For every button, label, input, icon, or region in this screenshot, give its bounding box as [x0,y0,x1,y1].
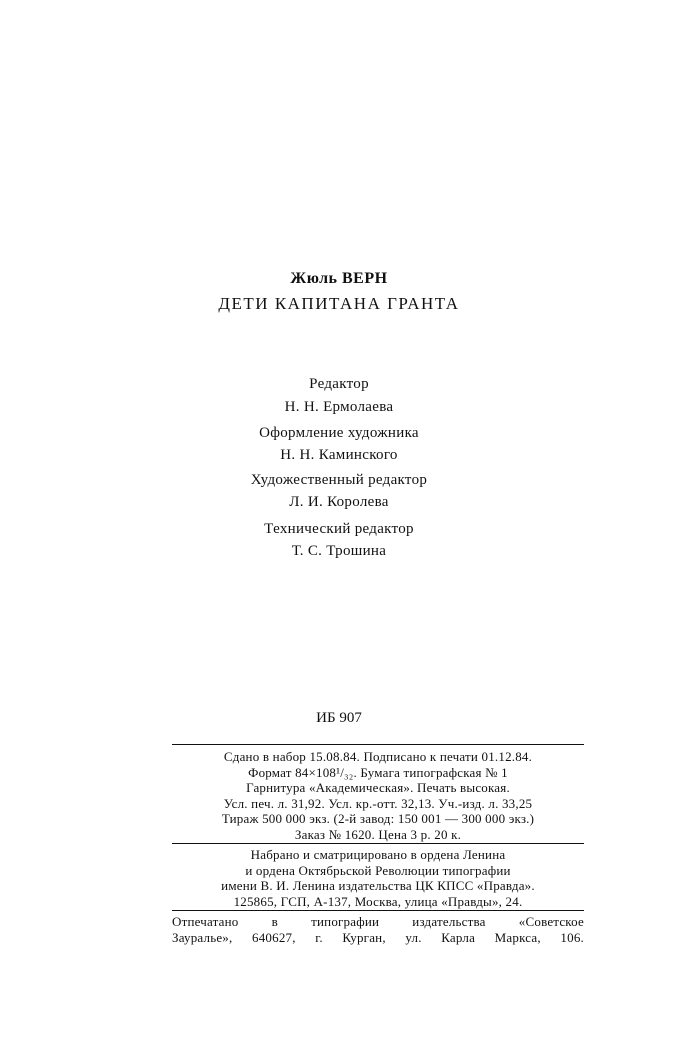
print-info-block [172,749,584,842]
credit-name-art-editor: Л. И. Королева [289,494,389,510]
print-info-line: Усл. печ. л. 31,92. Усл. кр.-отт. 32,13. Уч.-изд. л. 33,25 [223,795,533,811]
book-title: ДЕТИ КАПИТАНА ГРАНТА [218,294,460,313]
typesetting-info-line: имени В. И. Ленина издательства ЦК КПСС «Правда». [221,878,535,893]
print-info-line: Сдано в набор 15.08.84. Подписано к печати 01.12.84. [223,749,533,764]
typesetting-info-line: и ордена Октябрьской Революции типографии [245,862,511,878]
credit-role-design: Оформление художника [259,425,419,441]
author-name: Жюль ВЕРН [290,270,388,287]
typesetting-info-line: Набрано и сматрицировано в ордена Ленина [250,847,506,862]
ib-number: ИБ 907 [316,710,362,726]
divider-middle [172,843,584,844]
credit-name-tech-editor: Т. С. Трошина [291,543,387,559]
divider-top [172,744,584,745]
typesetting-info-block [172,847,584,909]
printing-info-block [172,914,584,945]
print-info-line: Тираж 500 000 экз. (2-й завод: 150 001 — 300 000 экз.) [221,811,535,826]
print-info-line: Гарнитура «Академическая». Печать высокая. [246,780,510,795]
divider-bottom [172,910,584,911]
typesetting-info-line: 125865, ГСП, А-137, Москва, улица «Правды», 24. [233,893,523,909]
print-info-line: Заказ № 1620. Цена 3 р. 20 к. [294,826,462,842]
print-info-line: Формат 84×108¹/₃₂. Бумага типографская № 1 [248,764,508,780]
credit-role-tech-editor: Технический редактор [264,521,414,537]
printing-info-line: Зауралье», 640627, г. Курган, ул. Карла Маркса, 106. [172,929,584,945]
credit-name-design: Н. Н. Каминского [280,447,398,463]
credit-name-editor: Н. Н. Ермолаева [284,399,394,415]
printing-info-line: Отпечатано в типографии издательства «Советское [172,914,584,929]
credit-role-editor: Редактор [309,376,369,392]
credit-role-art-editor: Художественный редактор [250,472,428,488]
